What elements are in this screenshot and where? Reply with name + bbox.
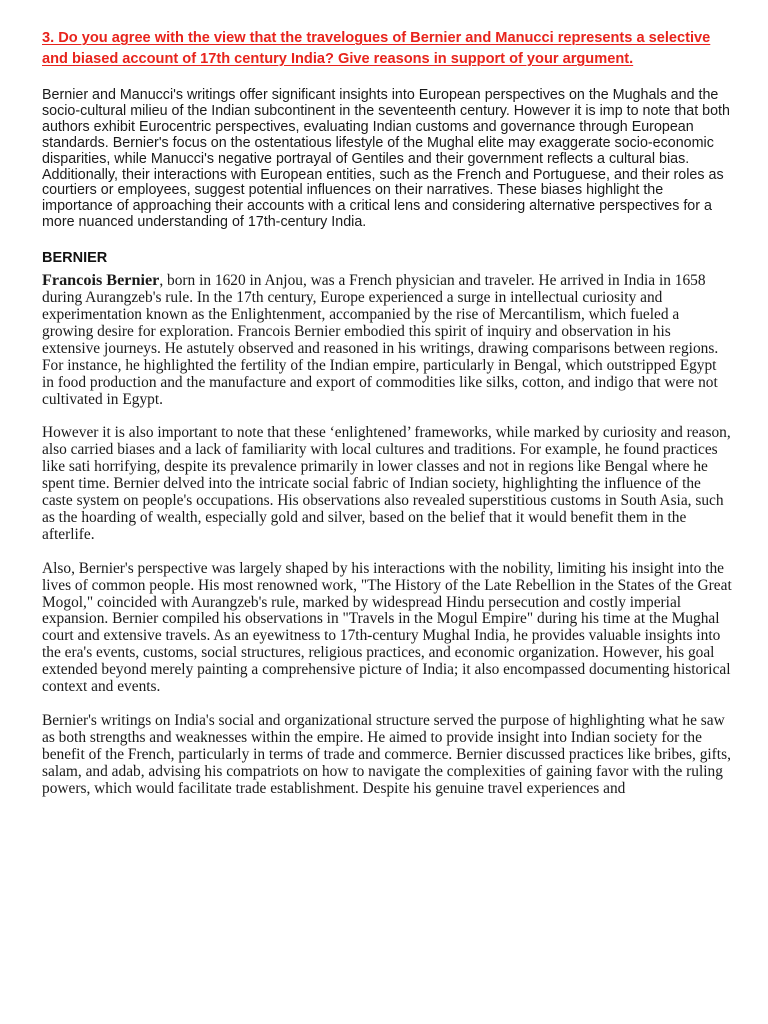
intro-paragraph: Bernier and Manucci's writings offer significant insights into European perspectives on the Mughals and the socio-cultural milieu of the Indian subcontinent in the seventeenth century. However it is imp to note that both authors exhibit Eurocentric perspectives, evaluating Indian customs and governance through European standards. Bernier's focus on the ostentatious lifestyle of the Mughal elite may exaggerate socio-economic disparities, while Manucci's negative portrayal of Gentiles and their government reflects a cultural bias. Additionally, their interactions with European entities, such as the French and Portuguese, and their roles as courtiers or employees, suggest potential influences on their narratives. These biases highlight the importance of approaching their accounts with a critical lens and considering alternative perspectives for a more nuanced understanding of 17th-century India. <box>42 87 730 231</box>
paragraph-1 <box>42 272 732 408</box>
paragraph-3: Also, Bernier's perspective was largely shaped by his interactions with the nobility, limiting his insight into the lives of common people. His most renowned work, "The History of the Late Rebellion in the States of the Great Mogol," coincided with Aurangzeb's rule, marked by widespread Hindu persecution and costly imperial expansion. Bernier compiled his observations in "Travels in the Mogul Empire" during his time at the Mughal court and extensive travels. As an eyewitness to 17th-century Mughal India, he provides valuable insights into the era's events, customs, social structures, religious practices, and economic organization. However, his goal extended beyond merely painting a comprehensive picture of India; it also encompassed documenting historical context and events. <box>42 559 732 696</box>
paragraph-2: However it is also important to note that these ‘enlightened’ frameworks, while marked by curiosity and reason, also carried biases and a lack of familiarity with local cultures and traditions. For example, he found practices like sati horrifying, despite its prevalence primarily in lower classes and not in regions like Bengal where he spent time. Bernier delved into the intricate social fabric of Indian society, highlighting the influence of the caste system on people's occupations. His observations also revealed superstitious customs in South Asia, such as the hoarding of wealth, especially gold and silver, based on the belief that it would benefit them in the afterlife. <box>42 424 731 543</box>
paragraph-1-text: , born in 1620 in Anjou, was a French physician and traveler. He arrived in India in 1658 during Aurangzeb's rule. In the 17th century, Europe experienced a surge in intellectual curiosity and experimentation known as the Enlightenment, accompanied by the rise of Mercantilism, which fueled a growing desire for exploration. Francois Bernier embodied this spirit of inquiry and observation in his extensive journeys. He astutely observed and reasoned in his writings, drawing comparisons between regions. For instance, he highlighted the fertility of the Indian empire, particularly in Bengal, which outstripped Egypt in food production and the manufacture and export of commodities like silks, cotton, and indigo that were not cultivated in Egypt. <box>42 272 719 408</box>
bernier-name: Francois Bernier <box>42 271 160 290</box>
document-page <box>42 28 732 815</box>
section-heading-bernier: BERNIER <box>42 250 108 267</box>
question-heading: 3. Do you agree with the view that the travelogues of Bernier and Manucci represents a selective and biased account of 17th century India? Give reasons in support of your argument. <box>42 30 711 67</box>
paragraph-4: Bernier's writings on India's social and organizational structure served the purpose of highlighting what he saw as both strengths and weaknesses within the empire. He aimed to provide insight into Indian society for the benefit of the French, particularly in terms of trade and commerce. Bernier discussed practices like bribes, gifts, salam, and adab, advising his compatriots on how to navigate the complexities of gaining favor with the ruling powers, which would facilitate trade establishment. Despite his genuine travel experiences and <box>42 712 731 797</box>
